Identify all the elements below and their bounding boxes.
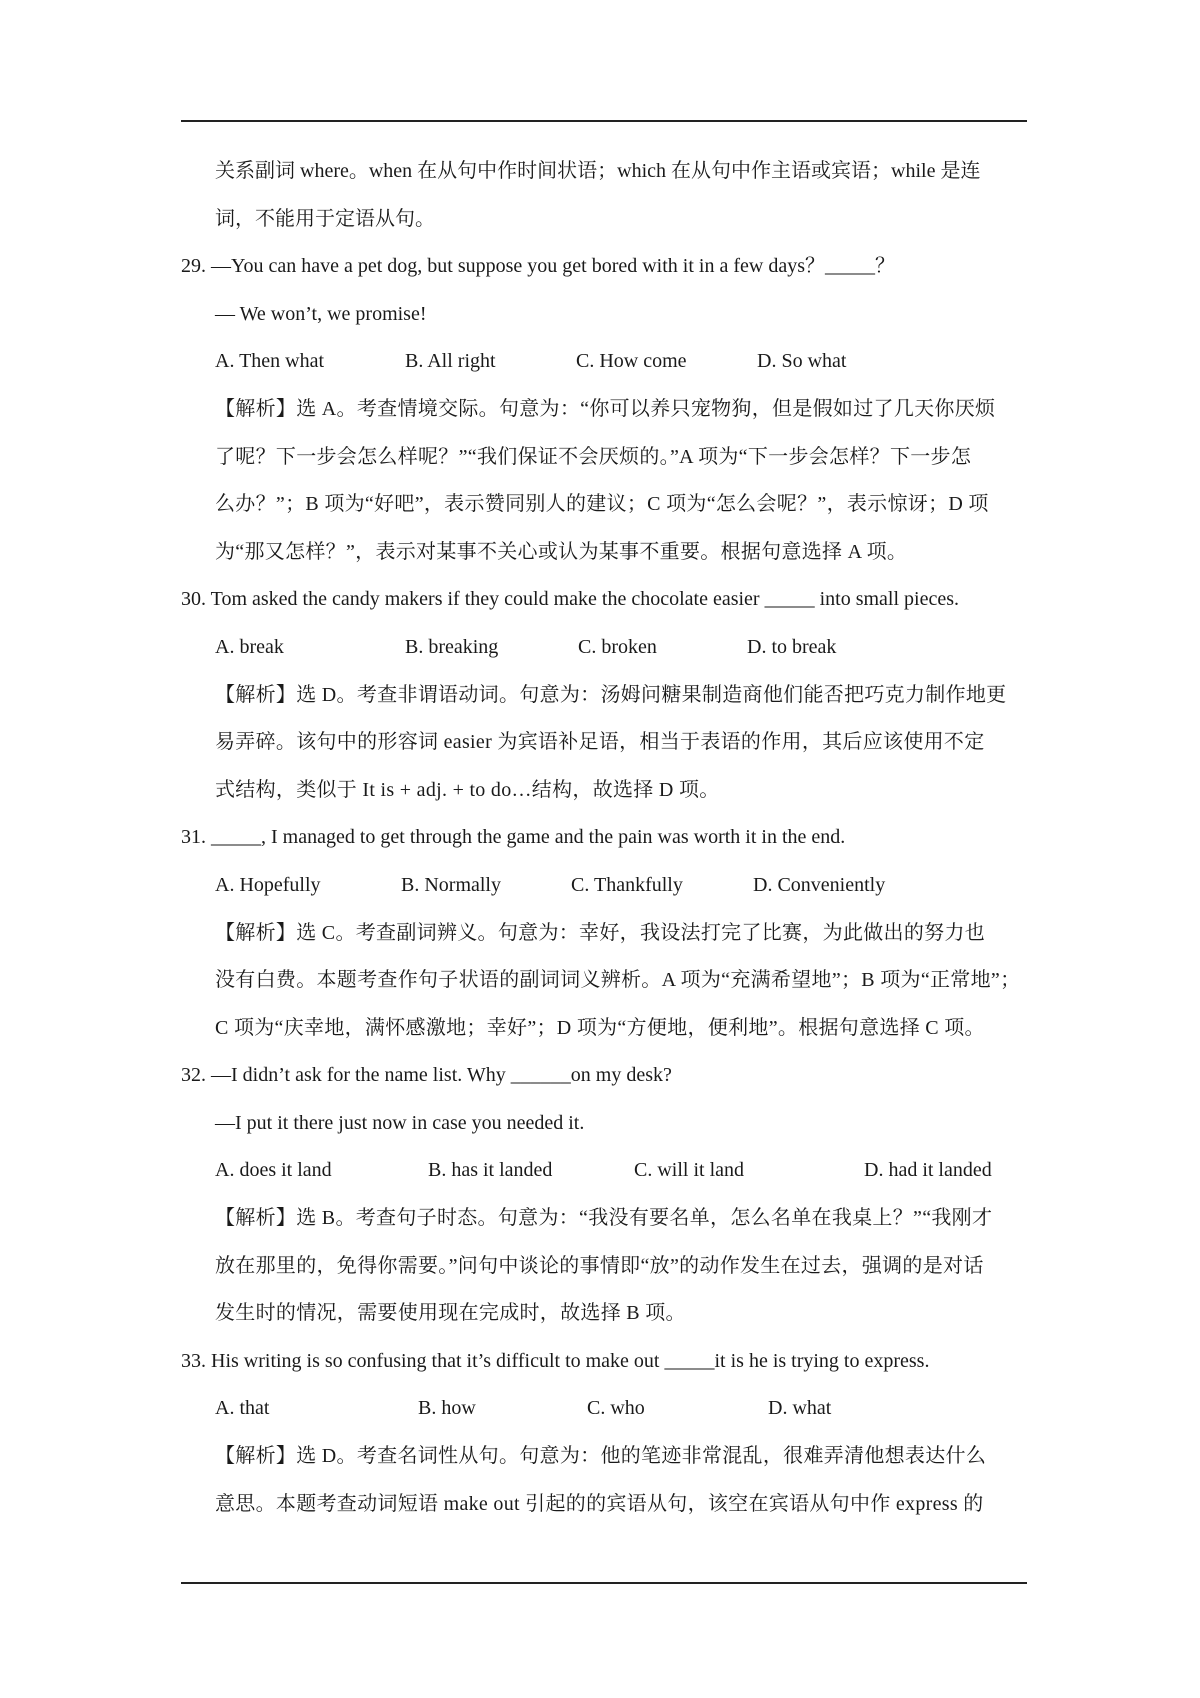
option-a: A. that bbox=[215, 1397, 270, 1420]
option-d: D. to break bbox=[747, 635, 837, 658]
options-row bbox=[181, 862, 1027, 910]
question-stem-reply: — We won’t, we promise! bbox=[215, 302, 427, 325]
analysis-line: 【解析】选 B。考查句子时态。句意为：“我没有要名单，怎么名单在我桌上？”“我刚才 bbox=[215, 1207, 993, 1230]
question-stem: 31. _____, I managed to get through the game and the pain was worth it in the end. bbox=[181, 826, 846, 849]
question-31 bbox=[181, 814, 1027, 1052]
option-b: B. how bbox=[418, 1397, 476, 1420]
continuation-text bbox=[181, 148, 1027, 243]
question-33 bbox=[181, 1338, 1027, 1528]
option-b: B. Normally bbox=[401, 873, 501, 896]
analysis-line: 【解析】选 D。考查非谓语动词。句意为：汤姆问糖果制造商他们能否把巧克力制作地更 bbox=[215, 683, 1007, 706]
question-stem: 29. —You can have a pet dog, but suppose you get bored with it in a few days？_____？ bbox=[181, 255, 895, 278]
text-line: 关系副词 where。when 在从句中作时间状语；which 在从句中作主语或宾语；while 是连 bbox=[215, 160, 981, 182]
analysis-line: 么办？”；B 项为“好吧”，表示赞同别人的建议；C 项为“怎么会呢？”，表示惊讶；D 项 bbox=[215, 493, 989, 516]
text-line: 词，不能用于定语从句。 bbox=[215, 207, 435, 230]
option-a: A. Then what bbox=[215, 350, 325, 373]
option-d: D. what bbox=[768, 1397, 832, 1420]
analysis-line: 易弄碎。该句中的形容词 easier 为宾语补足语，相当于表语的作用，其后应该使用不定 bbox=[215, 731, 985, 754]
options-row bbox=[181, 1147, 1027, 1195]
analysis bbox=[181, 1433, 1027, 1528]
analysis-line: 放在那里的，免得你需要。”问句中谈论的事情即“放”的动作发生在过去，强调的是对话 bbox=[215, 1254, 984, 1277]
option-d: D. Conveniently bbox=[753, 873, 886, 896]
question-30 bbox=[181, 576, 1027, 814]
question-stem: 32. —I didn’t ask for the name list. Why ______on my desk? bbox=[181, 1064, 672, 1087]
analysis-line: 【解析】选 C。考查副词辨义。句意为：幸好，我设法打完了比赛，为此做出的努力也 bbox=[215, 921, 986, 944]
options-row bbox=[181, 338, 1027, 386]
document-body bbox=[181, 148, 1027, 1528]
option-a: A. break bbox=[215, 635, 284, 658]
analysis-line: 式结构，类似于 It is + adj. + to do…结构，故选择 D 项。 bbox=[215, 778, 720, 801]
header-rule bbox=[181, 120, 1027, 122]
analysis-line: 【解析】选 D。考查名词性从句。句意为：他的笔迹非常混乱，很难弄清他想表达什么 bbox=[215, 1445, 987, 1468]
option-b: B. All right bbox=[405, 350, 496, 373]
analysis bbox=[181, 672, 1027, 815]
options-row bbox=[181, 1385, 1027, 1433]
option-c: C. broken bbox=[578, 635, 657, 658]
option-c: C. Thankfully bbox=[571, 873, 683, 896]
analysis bbox=[181, 386, 1027, 576]
option-c: C. who bbox=[587, 1397, 645, 1420]
analysis-line: 没有白费。本题考查作句子状语的副词词义辨析。A 项为“充满希望地”；B 项为“正常地”； bbox=[215, 969, 1021, 992]
analysis-line: 意思。本题考查动词短语 make out 引起的的宾语从句，该空在宾语从句中作 express 的 bbox=[215, 1492, 984, 1515]
analysis-line: C 项为“庆幸地，满怀感激地；幸好”；D 项为“方便地，便利地”。根据句意选择 C 项。 bbox=[215, 1016, 985, 1039]
option-a: A. does it land bbox=[215, 1159, 332, 1182]
option-c: C. How come bbox=[576, 350, 687, 373]
option-d: D. So what bbox=[757, 350, 847, 373]
analysis-line: 了呢？下一步会怎么样呢？”“我们保证不会厌烦的。”A 项为“下一步会怎样？下一步怎 bbox=[215, 445, 972, 468]
option-a: A. Hopefully bbox=[215, 873, 321, 896]
option-c: C. will it land bbox=[634, 1159, 744, 1182]
analysis-line: 【解析】选 A。考查情境交际。句意为：“你可以养只宠物狗，但是假如过了几天你厌烦 bbox=[215, 397, 996, 420]
analysis-line: 为“那又怎样？”，表示对某事不关心或认为某事不重要。根据句意选择 A 项。 bbox=[215, 540, 908, 563]
question-stem: 33. His writing is so confusing that it’s difficult to make out _____it is he is trying to express. bbox=[181, 1349, 930, 1372]
question-32 bbox=[181, 1052, 1027, 1338]
analysis-line: 发生时的情况，需要使用现在完成时，故选择 B 项。 bbox=[215, 1302, 686, 1325]
option-b: B. has it landed bbox=[428, 1159, 553, 1182]
option-d: D. had it landed bbox=[864, 1159, 992, 1182]
analysis bbox=[181, 1195, 1027, 1338]
analysis bbox=[181, 910, 1027, 1053]
question-29 bbox=[181, 243, 1027, 576]
option-b: B. breaking bbox=[405, 635, 499, 658]
question-stem: 30. Tom asked the candy makers if they could make the chocolate easier _____ into small pieces. bbox=[181, 588, 959, 611]
options-row bbox=[181, 624, 1027, 672]
footer-rule bbox=[181, 1582, 1027, 1584]
question-stem-reply: —I put it there just now in case you needed it. bbox=[215, 1111, 585, 1134]
